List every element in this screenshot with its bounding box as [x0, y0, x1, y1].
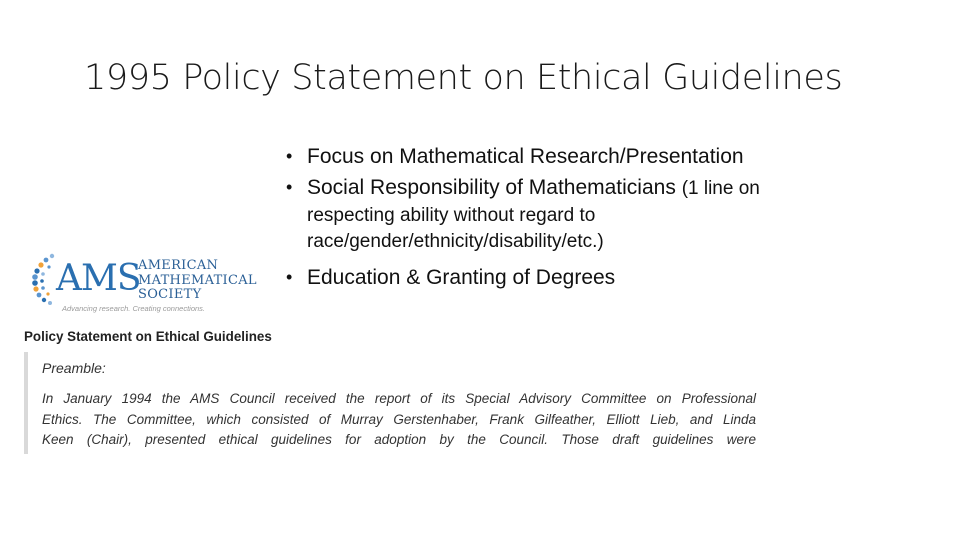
bullet-item [286, 142, 926, 171]
preamble-line: Ethics. The Committee, which consisted of Murray Gerstenhaber, Frank Gilfeather, Elliott Lieb, and Linda [42, 411, 756, 427]
bullet-detail: race/gender/ethnicity/disability/etc.) [307, 231, 604, 252]
bullet-dot: • [286, 267, 293, 287]
bullet-item [286, 173, 926, 255]
bullet-text: Social Responsibility of Mathematicians [307, 176, 676, 199]
bullet-detail: respecting ability without regard to [307, 205, 596, 226]
ams-tagline: Advancing research. Creating connections. [62, 304, 205, 313]
preamble-line: In January 1994 the AMS Council received the report of its Special Advisory Committee on Professional [42, 391, 756, 406]
bullet-text: Focus on Mathematical Research/Presentation [307, 145, 744, 168]
bullet-dot: • [286, 177, 293, 197]
bullet-item [286, 263, 926, 292]
bullet-list [286, 142, 926, 292]
preamble-title: Preamble: [42, 360, 106, 376]
preamble-line: Keen (Chair), presented ethical guidelines for adoption by the Council. Those draft guidelines were [42, 432, 756, 447]
ams-society-name: AMERICAN MATHEMATICAL SOCIETY [138, 258, 257, 302]
document-heading: Policy Statement on Ethical Guidelines [24, 329, 272, 344]
bullet-dot: • [286, 146, 293, 166]
bullet-text-group [307, 173, 926, 255]
ams-logo [30, 250, 270, 320]
bullet-text: Education & Granting of Degrees [307, 266, 616, 289]
slide-title: 1995 Policy Statement on Ethical Guidelines [84, 58, 843, 98]
quote-bar [24, 352, 28, 454]
bullet-detail: (1 line on [681, 178, 760, 199]
preamble-body [42, 389, 756, 451]
ams-wordmark: AMS [56, 258, 141, 299]
